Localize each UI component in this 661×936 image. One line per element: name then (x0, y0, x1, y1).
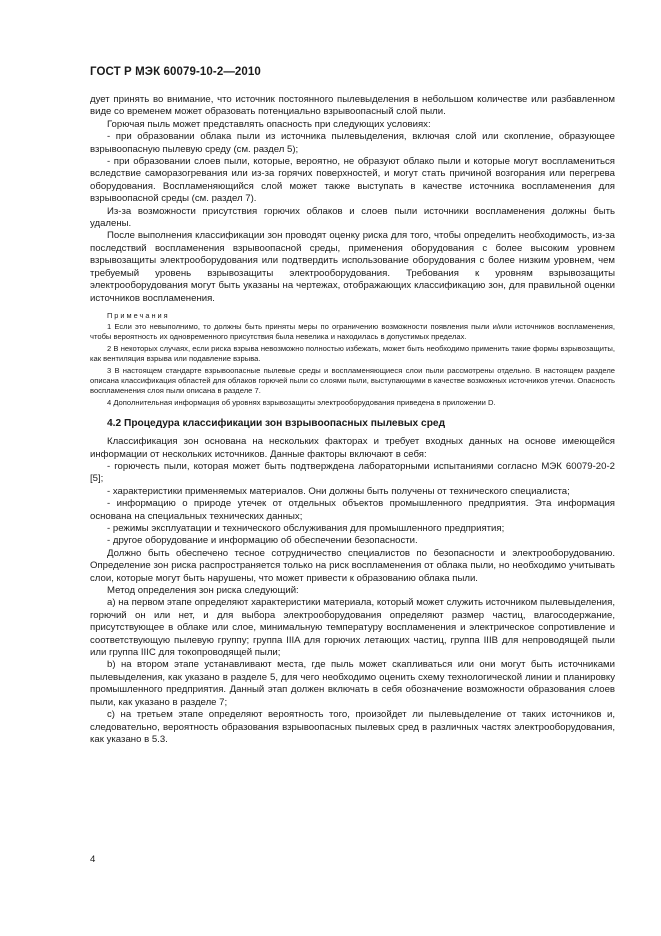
list-item-dust-layers: - при образовании слоев пыли, которые, вероятно, не образуют облако пыли и которые могут воспламениться вследствие саморазогревания или из-за горячих поверхностей, и могут стать причиной возгорания или перегрева оборудования. Воспламеняющийся слой может также выступать в качестве источника воспламенения для взрывоопасной среды (см. раздел 7). (90, 156, 615, 205)
paragraph-cooperation: Должно быть обеспечено тесное сотрудничество специалистов по безопасности и электрооборудованию. Определение зон риска распространяется только на риск воспламенения от облака пыли, но необходимо учитывать слои, которые могут быть нарушены, что может привести к образованию облака пыли. (90, 547, 615, 584)
note-item: 3 В настоящем стандарте взрывоопасные пылевые среды и воспламеняющиеся слои пыли рассмотрены отдельно. В настоящем разделе описана классификация областей для облаков горючей пыли со слоями пыли, выступающими в качестве возможных источников утечки. Опасность воспламенения слоя пыли описана в разделе 7. (90, 365, 615, 396)
list-item-flammability: - горючесть пыли, которая может быть подтверждена лабораторными испытаниями согласно МЭК 60079-20-2 [5]; (90, 460, 615, 485)
list-item-step-c: с) на третьем этапе определяют вероятность того, произойдет ли пылевыделение от таких источников и, следовательно, вероятность образования взрывоопасных пылевых сред в различных частях электрооборудования, как указано в 5.3. (90, 709, 615, 745)
paragraph-hazard-intro: Горючая пыль может представлять опасность при следующих условиях: (107, 118, 431, 130)
document-header: ГОСТ Р МЭК 60079-10-2—2010 (90, 66, 261, 78)
paragraph-classification-basis: Классификация зон основана на нескольких факторах и требует входных данных на основе имеющейся информации от нескольких источников. Данные факторы включают в себя: (90, 436, 615, 460)
list-item-operation-modes: - режимы эксплуатации и технического обслуживания для промышленного предприятия; (107, 523, 505, 534)
paragraph-risk-assessment: После выполнения классификации зон проводят оценку риска для того, чтобы определить необходимость, из-за последствий воспламенения взрывоопасной среды, применения оборудования с более высоким уровнем взрывозащиты электрооборудования или подтвердить использование оборудования с более низким уровнем, чем требуемый уровень взрывозащиты электрооборудования. Требования к уровням взрывозащиты электрооборудования могут быть указаны на чертежах, отображающих классификацию зон, для правильной оценки источников воспламенения. (90, 230, 615, 304)
page-number: 4 (90, 854, 96, 865)
notes-title: Примечания (107, 310, 170, 320)
note-item: 1 Если это невыполнимо, то должны быть приняты меры по ограничению возможности появления пыли и/или источников воспламенения, чтобы вероятность их одновременного присутствия была невелика и находилась в допустимых пределах. (90, 321, 615, 342)
list-item-dust-cloud: - при образовании облака пыли из источника пылевыделения, включая слой или скопление, образующее взрывоопасную пылевую среду (см. раздел 5); (90, 131, 615, 155)
list-item-leak-info: - информацию о природе утечек от отдельных объектов промышленного предприятия. Эта информация основана на специальных технических данных; (90, 498, 615, 522)
note-item: 2 В некоторых случаях, если риска взрыва невозможно полностью избежать, может быть необходимо применить такие формы взрывозащиты, как вентиляция взрыва или подавление взрыва. (90, 343, 615, 364)
paragraph-ignition-removal: Из-за возможности присутствия горючих облаков и слоев пыли источники воспламенения должны быть удалены. (90, 205, 615, 230)
list-item-step-a: а) на первом этапе определяют характеристики материала, который может служить источником пылевыделения, горючий он или нет, и для выбора электрооборудования определяют размер частиц, влагосодержание, присутствующее в облаке или слое, минимальную температуру воспламенения и электрическое сопротивление и соответствующую пылевую группу; группа IIIA для горючих летающих частиц, группа IIIB для непроводящей пыли или группа IIIC для токопроводящей пыли; (90, 597, 615, 659)
note-item: 4 Дополнительная информация об уровнях взрывозащиты электрооборудования приведена в приложении D. (107, 397, 496, 407)
list-item-material-characteristics: - характеристики применяемых материалов. Они должны быть получены от технического специалиста; (107, 485, 570, 497)
section-title: 4.2 Процедура классификации зон взрывоопасных пылевых сред (107, 418, 446, 430)
paragraph-method-intro: Метод определения зон риска следующий: (107, 585, 299, 597)
list-item-step-b: b) на втором этапе устанавливают места, где пыль может скапливаться или они могут быть источниками пылевыделения, как указано в разделе 5, для чего необходимо оценить схему технологической линии и планировку промышленного предприятия. Данный этап должен включать в себя обозначение возможности образования слоев пыли, как указано в разделе 7; (90, 659, 615, 708)
list-item-other-equipment: - другое оборудование и информацию об обеспечении безопасности. (107, 535, 418, 547)
paragraph-continuation: дует принять во внимание, что источник постоянного пылевыделения в небольшом количестве или разбавленном виде со временем может образовать потенциально взрывоопасный слой пыли. (90, 94, 615, 118)
